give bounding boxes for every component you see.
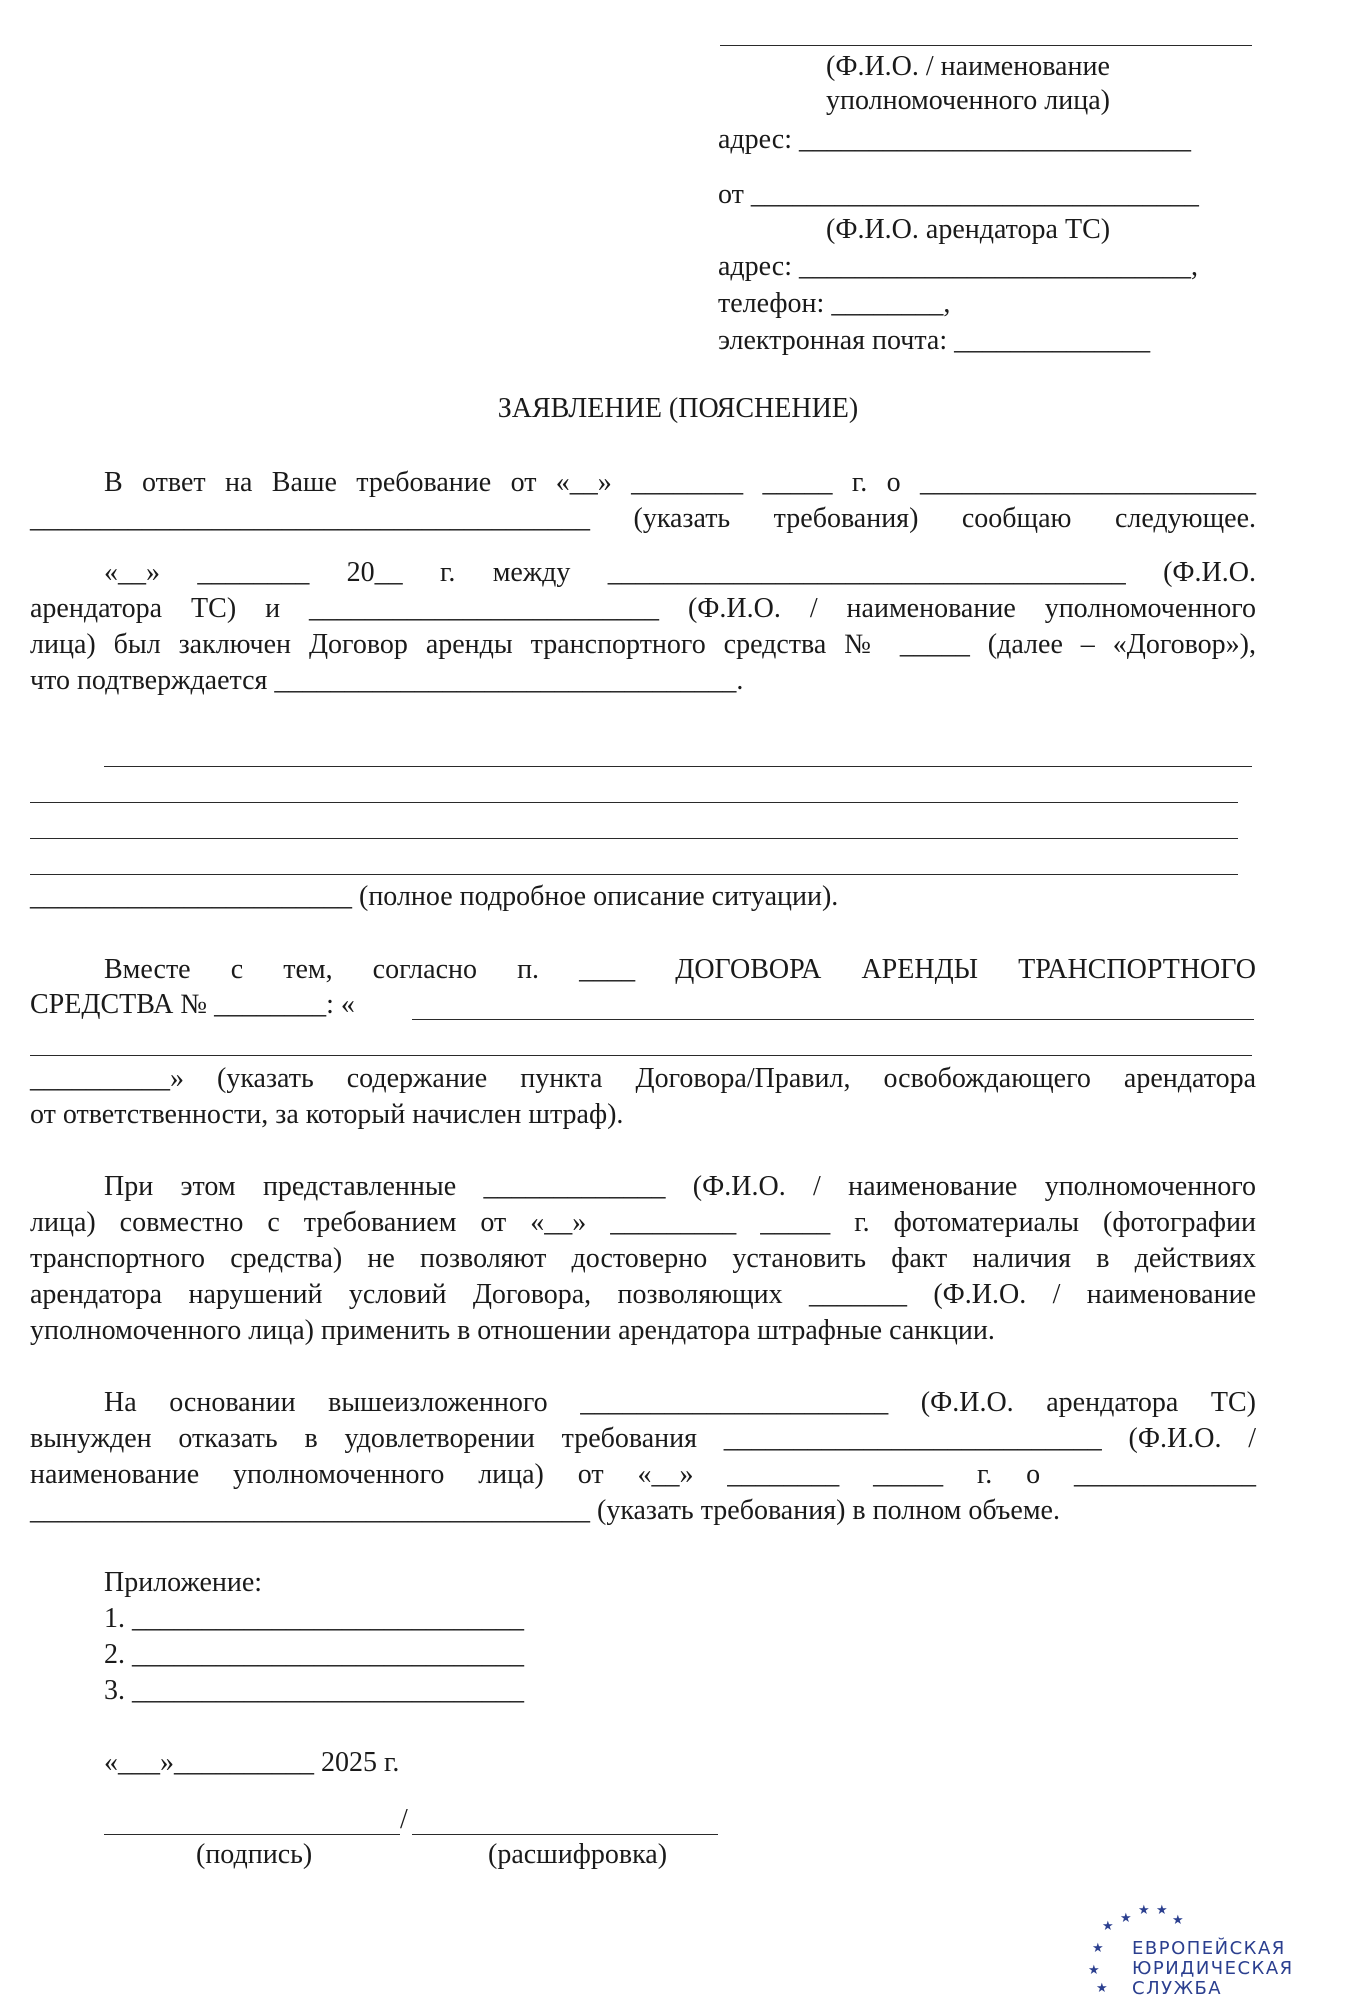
- clause-content-line: [412, 1019, 1254, 1020]
- p5-line-5: уполномоченного лица) применить в отношении арендатора штрафные санкции.: [30, 1315, 995, 1346]
- attachment-item: 2. ____________________________: [104, 1639, 524, 1670]
- p2-line-1: «__» ________ 20__ г. между _____________________________________ (Ф.И.О.: [104, 557, 1256, 588]
- p6-line-1: На основании вышеизложенного ______________________ (Ф.И.О. арендатора ТС): [104, 1387, 1256, 1418]
- sender-phone: телефон: ________,: [718, 288, 951, 319]
- svg-text:★: ★: [1092, 1941, 1104, 1956]
- p2-line-4: что подтверждается _________________________________.: [30, 665, 744, 696]
- signature-decode-label: (расшифровка): [488, 1839, 668, 1870]
- description-line: [30, 802, 1238, 803]
- svg-text:★: ★: [1120, 1911, 1132, 1926]
- company-logo: [1088, 1900, 1316, 1999]
- date-line: «___»__________ 2025 г.: [104, 1747, 400, 1778]
- svg-text:★: ★: [1172, 1913, 1184, 1928]
- sender-from: от ________________________________: [718, 179, 1199, 210]
- recipient-address: адрес: ____________________________: [718, 124, 1192, 155]
- svg-text:★: ★: [1156, 1903, 1168, 1918]
- logo-line-1: ЕВРОПЕЙСКАЯ: [1132, 1938, 1286, 1959]
- svg-text:★: ★: [1102, 1919, 1114, 1934]
- p2-line-2: арендатора ТС) и _________________________ (Ф.И.О. / наименование уполномоченного: [30, 593, 1256, 624]
- sender-address: адрес: ____________________________,: [718, 251, 1199, 282]
- signature-line: [104, 1834, 400, 1835]
- document-title: ЗАЯВЛЕНИЕ (ПОЯСНЕНИЕ): [497, 393, 859, 424]
- p5-line-2: лица) совместно с требованием от «__» _________ _____ г. фотоматериалы (фотографии: [30, 1207, 1256, 1238]
- logo-line-2: ЮРИДИЧЕСКАЯ: [1132, 1958, 1294, 1979]
- recipient-name-line: [720, 45, 1252, 46]
- recipient-label: (Ф.И.О. / наименование: [826, 51, 1110, 82]
- signature-slash: /: [400, 1804, 408, 1835]
- svg-text:★: ★: [1096, 1981, 1108, 1996]
- p1-line-1: В ответ на Ваше требование от «__» ________ _____ г. о ________________________: [104, 467, 1256, 498]
- description-line: [30, 838, 1238, 839]
- attachment-item: 1. ____________________________: [104, 1603, 524, 1634]
- p5-line-1: При этом представленные _____________ (Ф.И.О. / наименование уполномоченного: [104, 1171, 1256, 1202]
- description-line: [30, 874, 1238, 875]
- sender-label: (Ф.И.О. арендатора ТС): [826, 214, 1111, 245]
- svg-text:★: ★: [1138, 1903, 1150, 1918]
- signature-label: (подпись): [196, 1839, 313, 1870]
- p4-line-1: Вместе с тем, согласно п. ____ ДОГОВОРА АРЕНДЫ ТРАНСПОРТНОГО: [104, 954, 1256, 985]
- description-line: [104, 766, 1252, 767]
- recipient-label-2: уполномоченного лица): [826, 85, 1110, 116]
- attachment-item: 3. ____________________________: [104, 1675, 524, 1706]
- p4-line-4: __________» (указать содержание пункта Договора/Правил, освобождающего арендатора: [30, 1063, 1256, 1094]
- logo-line-3: СЛУЖБА: [1132, 1978, 1223, 1999]
- p6-line-2: вынужден отказать в удовлетворении требования ___________________________ (Ф.И.О. /: [30, 1423, 1256, 1454]
- p5-line-3: транспортного средства) не позволяют достоверно установить факт наличия в действиях: [30, 1243, 1256, 1274]
- p2-line-3: лица) был заключен Договор аренды транспортного средства № _____ (далее – «Договор»),: [30, 629, 1256, 660]
- sender-email: электронная почта: ______________: [718, 325, 1151, 356]
- description-caption: _______________________ (полное подробное описание ситуации).: [30, 881, 839, 912]
- clause-content-line: [30, 1055, 1252, 1056]
- p4-line-5: от ответственности, за который начислен штраф).: [30, 1099, 624, 1130]
- p1-line-2: ________________________________________ (указать требования) сообщаю следующее.: [30, 503, 1256, 534]
- attachments-label: Приложение:: [104, 1567, 263, 1598]
- svg-text:★: ★: [1088, 1963, 1100, 1978]
- p5-line-4: арендатора нарушений условий Договора, позволяющих _______ (Ф.И.О. / наименование: [30, 1279, 1256, 1310]
- p6-line-4: ________________________________________ (указать требования) в полном объеме.: [30, 1495, 1060, 1526]
- signature-decode-line: [412, 1834, 718, 1835]
- p4-line-2: СРЕДСТВА № ________: «: [30, 989, 355, 1020]
- p6-line-3: наименование уполномоченного лица) от «__» ________ _____ г. о _____________: [30, 1459, 1256, 1490]
